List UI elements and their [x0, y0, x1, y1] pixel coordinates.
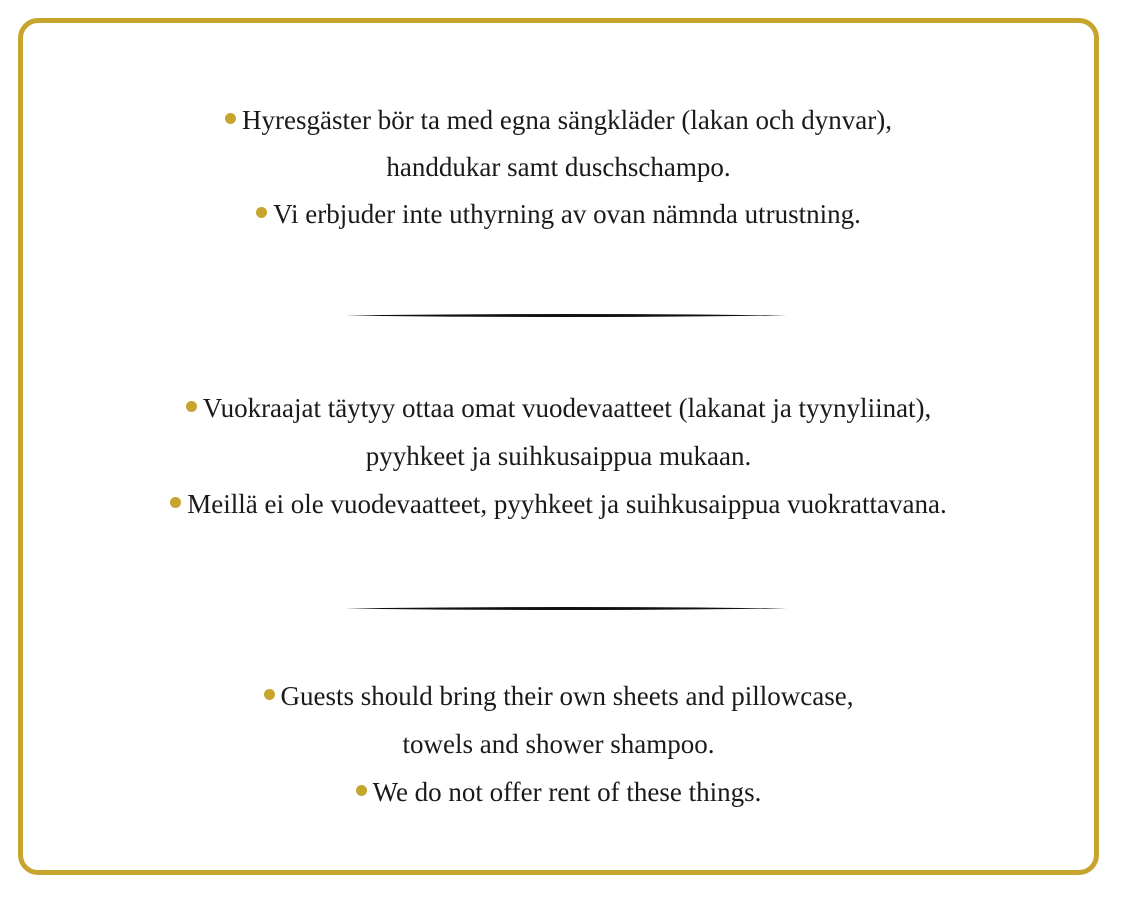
finnish-text-1: Vuokraajat täytyy ottaa omat vuodevaatteet (lakanat ja tyynyliinat), — [202, 393, 932, 423]
swedish-line-1 — [23, 105, 1094, 136]
divider-2 — [345, 606, 787, 611]
swedish-line-3 — [23, 199, 1094, 230]
swedish-text-3: Vi erbjuder inte uthyrning av ovan nämnda utrustning. — [273, 199, 861, 229]
finnish-text-3: Meillä ei ole vuodevaatteet, pyyhkeet ja suihkusaippua vuokrattavana. — [187, 489, 947, 519]
swedish-text-2: handdukar samt duschschampo. — [386, 152, 731, 182]
bullet-icon — [186, 401, 197, 412]
bullet-icon — [264, 689, 275, 700]
english-text-3: We do not offer rent of these things. — [372, 777, 762, 807]
finnish-line-2 — [23, 441, 1094, 472]
notice-card — [18, 18, 1099, 875]
finnish-line-1 — [23, 393, 1094, 424]
finnish-line-3 — [23, 489, 1094, 520]
bullet-icon — [225, 113, 236, 124]
english-text-1: Guests should bring their own sheets and pillowcase, — [280, 681, 854, 711]
swedish-text-1: Hyresgäster bör ta med egna sängkläder (lakan och dynvar), — [242, 105, 892, 135]
english-line-2 — [23, 729, 1094, 760]
swedish-line-2 — [23, 152, 1094, 183]
bullet-icon — [356, 785, 367, 796]
english-text-2: towels and shower shampoo. — [402, 729, 715, 759]
bullet-icon — [170, 497, 181, 508]
bullet-icon — [256, 207, 267, 218]
finnish-text-2: pyyhkeet ja suihkusaippua mukaan. — [365, 441, 752, 471]
english-line-3 — [23, 777, 1094, 808]
english-line-1 — [23, 681, 1094, 712]
divider-1 — [345, 313, 787, 318]
